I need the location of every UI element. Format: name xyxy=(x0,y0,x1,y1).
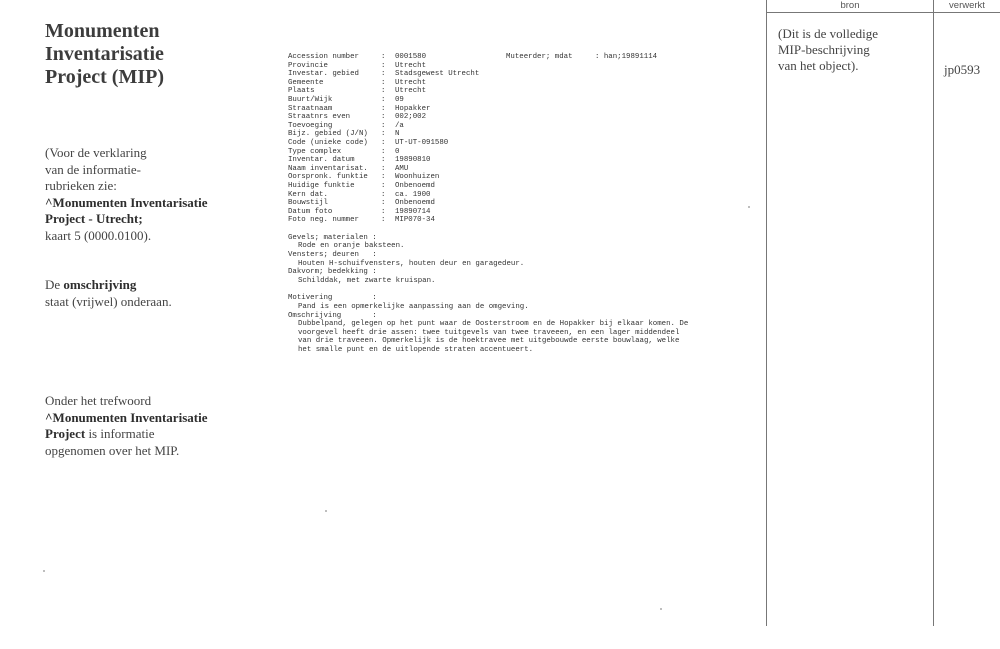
dakvorm-value: Schilddak, met zwarte kruispan. xyxy=(298,276,436,285)
record-row xyxy=(288,62,758,71)
record-key: Naam inventarisat. xyxy=(288,164,368,173)
record-key: Type complex xyxy=(288,147,342,156)
record-value: Utrecht xyxy=(395,78,427,87)
bron-column-header: bron xyxy=(840,0,860,11)
record-separator: : xyxy=(381,181,386,190)
verwerkt-column-header: verwerkt xyxy=(949,0,985,11)
record-value: 09 xyxy=(395,95,404,104)
record-row xyxy=(288,79,758,88)
record-value: Utrecht xyxy=(395,87,427,96)
omschrijving-value: Dubbelpand, gelegen op het punt waar de Oosterstroom en de Hopakker bij elkaar komen. De voorgevel heeft drie assen: twee tuitgevels van twee traveeen, en een lager middendeel van drie traveeen. Opmerkelijk is de hoektravee met uitgebouwde eerste bouwlaag, welke het smalle punt en de uitlopende straten accentueert. xyxy=(298,320,689,354)
record-value: Onbenoemd xyxy=(395,199,435,208)
record-key: Straatnaam xyxy=(288,104,333,113)
record-separator: : xyxy=(381,78,386,87)
record-key: Kern dat. xyxy=(288,190,328,199)
record-row xyxy=(288,139,758,148)
omschrijving-heading: Omschrijving : xyxy=(288,311,377,320)
vensters-value: Houten H-schuifvensters, houten deur en garagedeur. xyxy=(298,259,525,268)
record-row xyxy=(288,182,758,191)
record-value: 0 xyxy=(395,147,400,156)
mip-record xyxy=(288,53,758,355)
motivering-heading: Motivering : xyxy=(288,294,377,303)
record-value: 19890810 xyxy=(395,156,431,165)
scan-speck xyxy=(748,206,750,208)
record-row xyxy=(288,173,758,182)
record-key: Bouwstijl xyxy=(288,199,328,208)
record-value: Stadsgewest Utrecht xyxy=(395,70,480,79)
record-key: Inventar. datum xyxy=(288,156,355,165)
record-value: Woonhuizen xyxy=(395,173,440,182)
bron-right-rule xyxy=(933,0,934,626)
record-separator: : xyxy=(381,104,386,113)
record-key: Gemeente xyxy=(288,78,324,87)
record-separator: : xyxy=(381,138,386,147)
bron-text: (Dit is de volledige MIP-beschrijving van het object). xyxy=(778,26,879,73)
reference-link: ^Monumenten Inventarisatie xyxy=(45,194,208,210)
record-row xyxy=(288,199,758,208)
motivering-value: Pand is een opmerkelijke aanpassing aan de omgeving. xyxy=(298,303,529,312)
record-row xyxy=(288,216,758,225)
scan-speck xyxy=(325,510,327,512)
record-value: UT-UT-091580 xyxy=(395,138,449,147)
record-value: 0001580 xyxy=(395,53,427,61)
record-value: N xyxy=(395,130,400,139)
record-separator: : xyxy=(381,164,386,173)
record-row xyxy=(288,105,758,114)
record-row xyxy=(288,191,758,200)
scan-speck xyxy=(43,570,45,572)
record-key: Buurt/Wijk xyxy=(288,95,333,104)
gevels-value: Rode en oranje baksteen. xyxy=(298,242,405,251)
record-value: 19890714 xyxy=(395,207,431,216)
record-separator: : xyxy=(381,207,386,216)
record-key: Code (unieke code) xyxy=(288,138,368,147)
record-separator: : xyxy=(381,130,386,139)
record-row xyxy=(288,130,758,139)
header-rule xyxy=(766,12,1000,13)
record-value: Hopakker xyxy=(395,104,431,113)
record-key: Straatnrs even xyxy=(288,113,351,122)
record-value: AMU xyxy=(395,164,409,173)
record-key: Accession number xyxy=(288,53,359,61)
record-value: Onbenoemd xyxy=(395,181,435,190)
record-row xyxy=(288,70,758,79)
record-separator: : xyxy=(381,156,386,165)
mutator-field: Muteerder; mdat : han;19891114 xyxy=(506,53,658,61)
bron-left-rule xyxy=(766,0,767,626)
record-fields xyxy=(288,53,758,225)
record-separator: : xyxy=(381,95,386,104)
record-value: Utrecht xyxy=(395,61,427,70)
record-row xyxy=(288,148,758,157)
record-separator: : xyxy=(381,190,386,199)
description-note: De omschrijving staat (vrijwel) onderaan. xyxy=(45,277,172,309)
record-key: Plaats xyxy=(288,87,315,96)
record-value: ca. 1900 xyxy=(395,190,431,199)
record-separator: : xyxy=(381,199,386,208)
record-value: 002;002 xyxy=(395,113,427,122)
record-separator: : xyxy=(381,173,386,182)
record-row xyxy=(288,122,758,131)
record-key: Bijz. gebied (J/N) xyxy=(288,130,368,139)
gevels-heading: Gevels; materialen : xyxy=(288,233,377,242)
record-key: Provincie xyxy=(288,61,328,70)
dakvorm-heading: Dakvorm; bedekking : xyxy=(288,268,377,277)
record-separator: : xyxy=(381,87,386,96)
record-separator: : xyxy=(381,216,386,225)
record-value: /a xyxy=(395,121,404,130)
explanation-note: (Voor de verklaring van de informatie- rubrieken zie: ^Monumenten Inventarisatie Project - Utrecht; kaart 5 (0000.0100). xyxy=(45,145,208,243)
record-separator: : xyxy=(381,113,386,122)
left-panel xyxy=(45,20,285,89)
verwerkt-code: jp0593 xyxy=(944,62,981,77)
scan-speck xyxy=(660,608,662,610)
record-row xyxy=(288,113,758,122)
record-row xyxy=(288,208,758,217)
record-value: MIP070-34 xyxy=(395,216,435,225)
record-separator: : xyxy=(381,53,386,61)
page-title: Monumenten Inventarisatie Project (MIP) xyxy=(45,20,165,88)
record-key: Huidige funktie xyxy=(288,181,355,190)
keyword-note: Onder het trefwoord ^Monumenten Inventarisatie Project is informatie opgenomen over het MIP. xyxy=(45,393,208,458)
vensters-heading: Vensters; deuren : xyxy=(288,251,377,260)
record-separator: : xyxy=(381,121,386,130)
record-key: Foto neg. nummer xyxy=(288,216,359,225)
record-separator: : xyxy=(381,70,386,79)
record-row xyxy=(288,156,758,165)
record-key: Oorspronk. funktie xyxy=(288,173,368,182)
record-separator: : xyxy=(381,147,386,156)
record-row xyxy=(288,87,758,96)
record-row xyxy=(288,96,758,105)
record-key: Investar. gebied xyxy=(288,70,359,79)
record-row xyxy=(288,165,758,174)
record-key: Toevoeging xyxy=(288,121,333,130)
record-key: Datum foto xyxy=(288,207,333,216)
record-separator: : xyxy=(381,61,386,70)
